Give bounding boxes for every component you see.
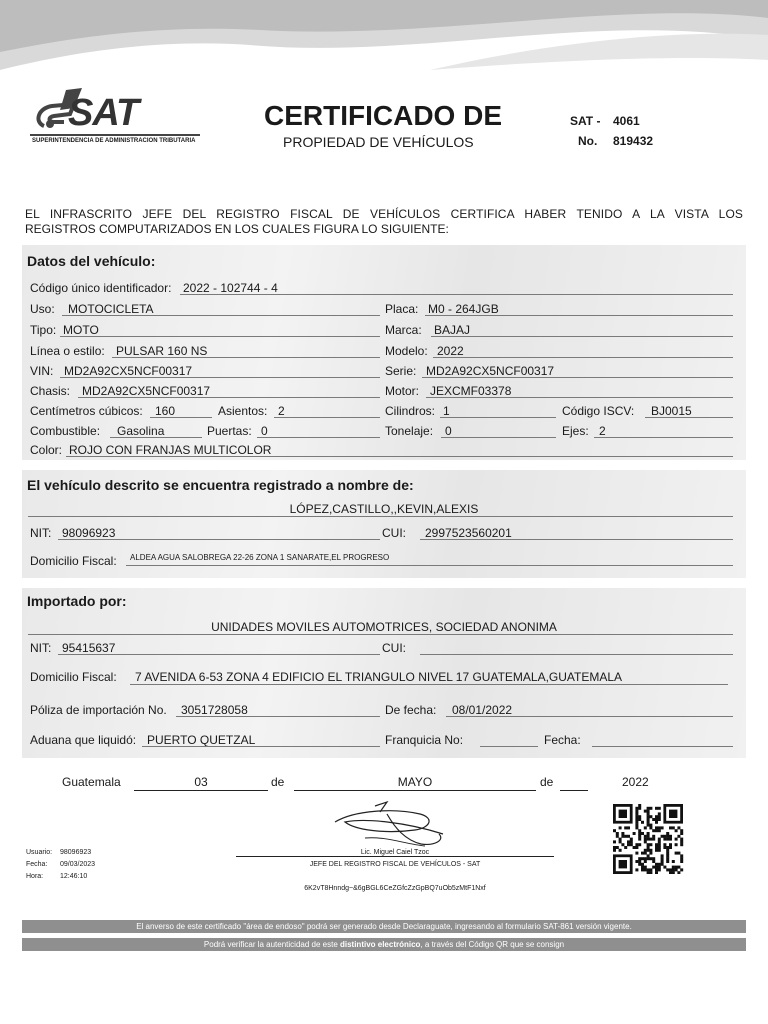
placa-label: Placa:	[385, 302, 419, 316]
hora-label: Hora:	[26, 873, 44, 880]
modelo-label: Modelo:	[385, 344, 428, 358]
owner-cui-label: CUI:	[382, 526, 406, 540]
marca-value: BAJAJ	[434, 323, 471, 337]
date-day: 03	[194, 775, 208, 789]
owner-name: LÓPEZ,CASTILLO,,KEVIN,ALEXIS	[289, 502, 479, 516]
aduana-label: Aduana que liquidó:	[30, 733, 137, 747]
combustible-label: Combustible:	[30, 424, 101, 438]
importer-heading: Importado por:	[27, 593, 127, 609]
linea-label: Línea o estilo:	[30, 344, 105, 358]
signer-title: JEFE DEL REGISTRO FISCAL DE VEHÍCULOS - SAT	[309, 861, 481, 868]
owner-domicilio-value: ALDEA AGUA SALOBREGA 22-26 ZONA 1 SANARATE,EL PROGRESO	[130, 553, 390, 562]
meta-fecha-value: 09/03/2023	[60, 861, 96, 868]
owner-nit-value: 98096923	[62, 526, 116, 540]
iscv-value: BJ0015	[651, 404, 692, 418]
importer-domicilio-value: 7 AVENIDA 6-53 ZONA 4 EDIFICIO EL TRIANGULO NIVEL 17 GUATEMALA,GUATEMALA	[135, 670, 623, 684]
date-month: MAYO	[397, 775, 433, 789]
uso-label: Uso:	[30, 302, 55, 316]
owner-heading: El vehículo descrito se encuentra registrado a nombre de:	[27, 477, 414, 493]
owner-cui-value: 2997523560201	[425, 526, 512, 540]
sat-value: 4061	[613, 114, 640, 128]
vehicle-heading: Datos del vehículo:	[27, 253, 156, 269]
color-value: ROJO CON FRANJAS MULTICOLOR	[69, 443, 272, 457]
linea-value: PULSAR 160 NS	[116, 344, 208, 358]
tonelaje-label: Tonelaje:	[385, 424, 434, 438]
footer-notice-1: El anverso de este certificado "área de endoso" podrá ser generado desde Declaraguate, ingresando al formulario SAT-861 versión vigente.	[22, 920, 746, 933]
modelo-value: 2022	[437, 344, 464, 358]
usuario-label: Usuario:	[26, 849, 53, 856]
poliza-value: 3051728058	[181, 703, 248, 717]
motor-value: JEXCMF03378	[430, 384, 512, 398]
franquicia-label: Franquicia No:	[385, 733, 464, 747]
signature-hash: 6K2vT8Hnndg~&6gBGL6CeZGfcZzGpBQ7uOb5zMtF1Nxf	[304, 885, 486, 892]
vin-label: VIN:	[30, 364, 54, 378]
importer-nit-label: NIT:	[30, 641, 52, 655]
date-year: 2022	[622, 775, 649, 789]
cc-value: 160	[155, 404, 176, 418]
qr-code-icon[interactable]	[607, 804, 689, 874]
intro-line-2: REGISTROS COMPUTARIZADOS EN LOS CUALES FIGURA LO SIGUIENTE:	[25, 222, 449, 236]
combustible-value: Gasolina	[117, 424, 165, 438]
motor-label: Motor:	[385, 384, 420, 398]
vin-value: MD2A92CX5NCF00317	[64, 364, 193, 378]
logo-subtitle: SUPERINTENDENCIA DE ADMINISTRACION TRIBUTARIA	[32, 138, 196, 144]
chasis-label: Chasis:	[30, 384, 71, 398]
asientos-label: Asientos:	[218, 404, 268, 418]
franquicia-fecha-label: Fecha:	[544, 733, 581, 747]
certificate-subtitle: PROPIEDAD DE VEHÍCULOS	[283, 134, 474, 150]
chasis-value: MD2A92CX5NCF00317	[82, 384, 211, 398]
color-label: Color:	[30, 443, 63, 457]
iscv-label: Código ISCV:	[562, 404, 635, 418]
codigo-label: Código único identificador:	[30, 281, 172, 295]
ejes-label: Ejes:	[562, 424, 589, 438]
tipo-value: MOTO	[63, 323, 99, 337]
owner-nit-label: NIT:	[30, 526, 52, 540]
sat-logo	[30, 86, 200, 148]
sat-label: SAT -	[570, 114, 601, 128]
importer-name: UNIDADES MOVILES AUTOMOTRICES, SOCIEDAD ANONIMA	[211, 620, 557, 634]
intro-line-1: EL INFRASCRITO JEFE DEL REGISTRO FISCAL DE VEHÍCULOS CERTIFICA HABER TENIDO A LA VISTA LOS	[25, 207, 743, 221]
uso-value: MOTOCICLETA	[68, 302, 154, 316]
meta-fecha-label: Fecha:	[26, 861, 48, 868]
placa-value: M0 - 264JGB	[428, 302, 499, 316]
date-de-2: de	[540, 775, 554, 789]
importer-cui-label: CUI:	[382, 641, 406, 655]
serie-value: MD2A92CX5NCF00317	[426, 364, 555, 378]
no-value: 819432	[613, 134, 654, 148]
importer-domicilio-label: Domicilio Fiscal:	[30, 670, 117, 684]
signature-scribble	[325, 800, 465, 850]
poliza-label: Póliza de importación No.	[30, 703, 167, 717]
tipo-label: Tipo:	[30, 323, 57, 337]
date-de-1: de	[271, 775, 285, 789]
serie-label: Serie:	[385, 364, 417, 378]
tonelaje-value: 0	[445, 424, 452, 438]
cc-label: Centímetros cúbicos:	[30, 404, 143, 418]
aduana-value: PUERTO QUETZAL	[147, 733, 256, 747]
signer-name: Lic. Miguel Caiel Tzoc	[360, 849, 430, 856]
cilindros-value: 1	[443, 404, 450, 418]
date-city: Guatemala	[62, 775, 121, 789]
cilindros-label: Cilindros:	[385, 404, 436, 418]
puertas-value: 0	[261, 424, 268, 438]
codigo-value: 2022 - 102744 - 4	[183, 281, 278, 295]
logo-text: SAT	[68, 92, 139, 134]
hora-value: 12:46:10	[60, 873, 88, 880]
certificate-title: CERTIFICADO DE	[264, 100, 502, 131]
marca-label: Marca:	[385, 323, 422, 337]
import-fecha-label: De fecha:	[385, 703, 437, 717]
no-label: No.	[578, 134, 598, 148]
asientos-value: 2	[278, 404, 285, 418]
puertas-label: Puertas:	[207, 424, 252, 438]
importer-nit-value: 95415637	[62, 641, 116, 655]
ejes-value: 2	[599, 424, 606, 438]
header-wave-decoration	[0, 0, 768, 90]
usuario-value: 98096923	[60, 849, 92, 856]
footer-notice-2: Podrá verificar la autenticidad de este distintivo electrónico, a través del Código QR que se consign	[22, 938, 746, 951]
import-fecha-value: 08/01/2022	[452, 703, 513, 717]
owner-domicilio-label: Domicilio Fiscal:	[30, 554, 117, 568]
